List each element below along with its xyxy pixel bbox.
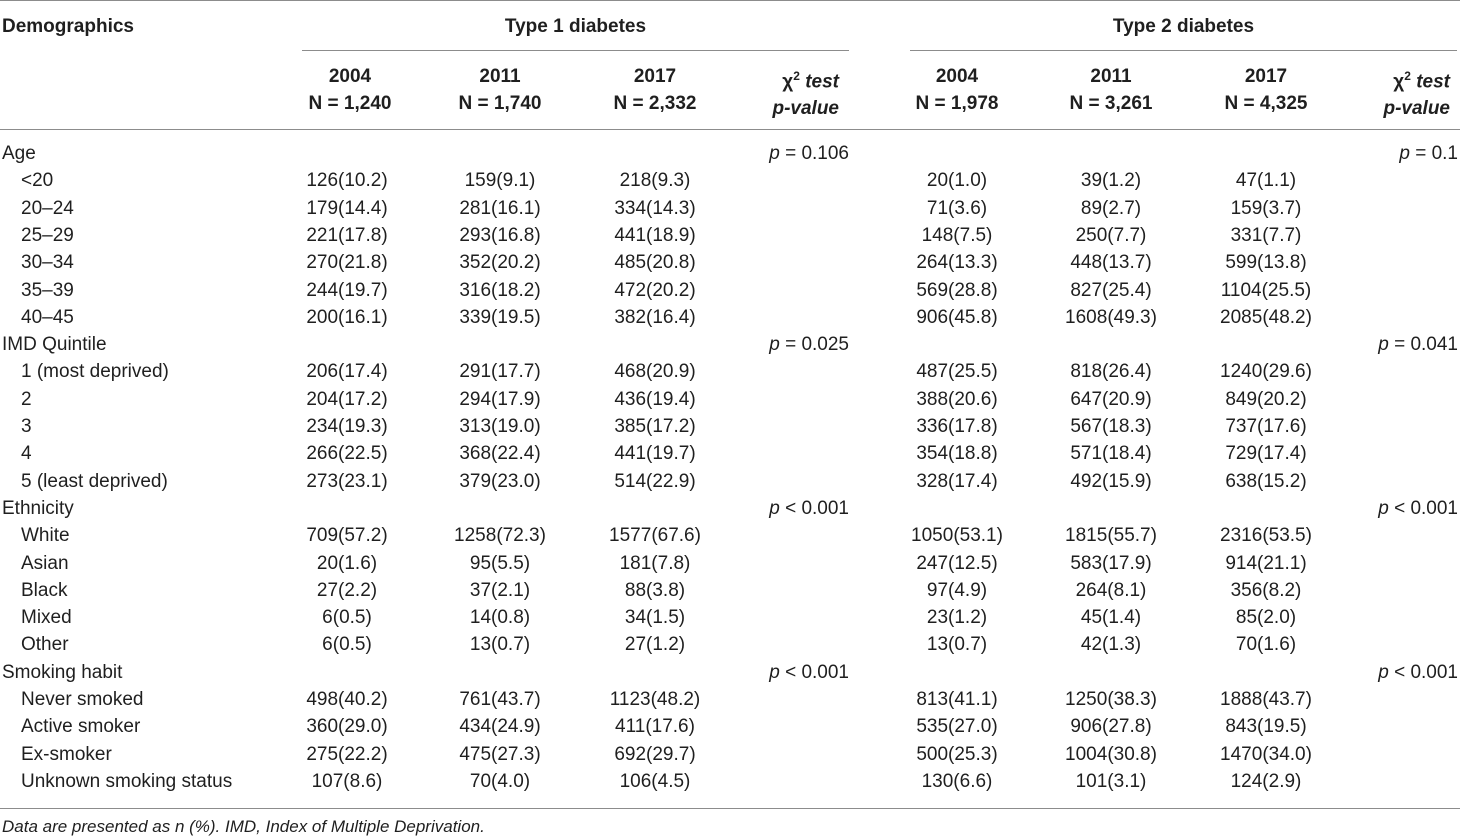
t1-cell: 107(8.6): [311, 771, 383, 792]
row-label: Other: [21, 634, 69, 655]
t2-cell: 638(15.2): [1225, 471, 1307, 492]
t2-col-2011-year: 2011: [1090, 66, 1132, 87]
t2-chi-test-word: test: [1410, 71, 1450, 93]
category-label: Ethnicity: [2, 498, 74, 519]
t1-cell: 126(10.2): [306, 170, 388, 191]
t1-cell: 206(17.4): [306, 361, 388, 382]
t1-cell: 382(16.4): [614, 307, 696, 328]
t2-col-2017-n: N = 4,325: [1224, 93, 1308, 114]
t1-cell: 441(18.9): [614, 225, 696, 246]
t1-cell: 221(17.8): [306, 225, 388, 246]
t2-cell: 1250(38.3): [1065, 689, 1157, 710]
t1-p-value: [689, 497, 849, 521]
t1-cell: 70(4.0): [469, 771, 531, 792]
t2-cell: 569(28.8): [916, 280, 998, 301]
t2-chi-test-label: [1330, 63, 1450, 95]
t1-cell: 498(40.2): [306, 689, 388, 710]
t2-cell: 70(1.6): [1235, 634, 1297, 655]
t2-cell: 39(1.2): [1080, 170, 1142, 191]
t1-chi-test-word: test: [799, 71, 839, 93]
t1-cell: 6(0.5): [322, 607, 372, 628]
row-label: 4: [21, 443, 32, 464]
row-label: 3: [21, 416, 32, 437]
p-rest: < 0.001: [1388, 662, 1458, 683]
t2-cell: 535(27.0): [916, 716, 998, 737]
t2-cell: 906(27.8): [1070, 716, 1152, 737]
t1-cell: 106(4.5): [619, 771, 691, 792]
t1-cell: 316(18.2): [459, 280, 541, 301]
p-rest: = 0.1: [1409, 143, 1458, 164]
t2-col-2004-header: [897, 63, 1017, 117]
t1-cell: 275(22.2): [306, 744, 388, 765]
t2-cell: 729(17.4): [1225, 443, 1307, 464]
t1-cell: 385(17.2): [614, 416, 696, 437]
t2-cell: 1888(43.7): [1220, 689, 1312, 710]
t2-cell: 500(25.3): [916, 744, 998, 765]
t2-col-2011-n: N = 3,261: [1069, 93, 1153, 114]
type2-group-underline: [910, 50, 1457, 51]
t2-cell: 1050(53.1): [911, 525, 1003, 546]
t2-cell: 914(21.1): [1225, 553, 1307, 574]
t2-col-2017-year: 2017: [1244, 66, 1288, 87]
row-label: White: [21, 525, 70, 546]
t2-cell: 1240(29.6): [1220, 361, 1312, 382]
t2-p-value: [1298, 497, 1458, 521]
t2-cell: 849(20.2): [1225, 389, 1307, 410]
t1-col-2011-header: [440, 63, 560, 117]
t1-cell: 273(23.1): [306, 471, 388, 492]
t2-cell: 97(4.9): [926, 580, 988, 601]
t2-cell: 2316(53.5): [1220, 525, 1312, 546]
t2-cell: 356(8.2): [1230, 580, 1302, 601]
t1-cell: 475(27.3): [459, 744, 541, 765]
row-label: 40–45: [21, 307, 74, 328]
demographics-header: Demographics: [2, 16, 134, 37]
p-rest: < 0.001: [779, 498, 849, 519]
t2-cell: 45(1.4): [1080, 607, 1142, 628]
bottom-rule: [0, 808, 1460, 809]
t2-col-2004-year: 2004: [935, 66, 979, 87]
t2-cell: 843(19.5): [1225, 716, 1307, 737]
t1-cell: 218(9.3): [619, 170, 691, 191]
row-label: Never smoked: [21, 689, 144, 710]
t1-cell: 266(22.5): [306, 443, 388, 464]
t2-cell: 647(20.9): [1070, 389, 1152, 410]
t2-cell: 13(0.7): [926, 634, 988, 655]
t1-cell: 468(20.9): [614, 361, 696, 382]
t2-p-value: [1298, 142, 1458, 166]
t1-cell: 179(14.4): [306, 198, 388, 219]
t1-cell: 360(29.0): [306, 716, 388, 737]
row-label: Asian: [21, 553, 69, 574]
t1-cell: 472(20.2): [614, 280, 696, 301]
t1-cell: 411(17.6): [615, 716, 695, 737]
t2-chi-symbol: χ: [1393, 71, 1405, 93]
t2-cell: 2085(48.2): [1220, 307, 1312, 328]
t2-chi-test-header: [1330, 63, 1450, 122]
row-label: 1 (most deprived): [21, 361, 169, 382]
p-symbol: p: [1399, 143, 1410, 164]
t1-cell: 293(16.8): [459, 225, 541, 246]
t2-cell: 492(15.9): [1070, 471, 1152, 492]
p-symbol: p: [1378, 498, 1389, 519]
t1-cell: 281(16.1): [459, 198, 541, 219]
t2-cell: 737(17.6): [1225, 416, 1307, 437]
t2-cell: 1608(49.3): [1065, 307, 1157, 328]
p-symbol: p: [1378, 334, 1389, 355]
top-rule: [0, 0, 1460, 1]
p-symbol: p: [1378, 662, 1389, 683]
row-label: Mixed: [21, 607, 72, 628]
p-symbol: p: [769, 334, 780, 355]
t1-cell: 27(2.2): [316, 580, 378, 601]
t2-cell: 47(1.1): [1235, 170, 1297, 191]
t2-cell: 250(7.7): [1075, 225, 1147, 246]
t2-cell: 487(25.5): [916, 361, 998, 382]
t2-cell: 906(45.8): [916, 307, 998, 328]
t2-cell: 813(41.1): [916, 689, 998, 710]
t1-cell: 270(21.8): [306, 252, 388, 273]
p-symbol: p: [769, 662, 780, 683]
t1-col-2017-year: 2017: [633, 66, 677, 87]
t2-cell: 159(3.7): [1230, 198, 1302, 219]
t2-cell: 1815(55.7): [1065, 525, 1157, 546]
category-label: Age: [2, 143, 36, 164]
type2-group-title: Type 2 diabetes: [1112, 16, 1255, 37]
t2-col-2017-header: [1206, 63, 1326, 117]
t2-chi-sup: 2: [1404, 69, 1411, 83]
t2-cell: 148(7.5): [921, 225, 993, 246]
t1-cell: 1123(48.2): [609, 689, 701, 710]
t1-p-value: [689, 661, 849, 685]
t2-cell: 101(3.1): [1075, 771, 1147, 792]
table-footnote: Data are presented as n (%). IMD, Index of Multiple Deprivation.: [2, 817, 485, 836]
t1-cell: 441(19.7): [614, 443, 696, 464]
t2-col-2004-n: N = 1,978: [915, 93, 999, 114]
t2-cell: 1004(30.8): [1065, 744, 1157, 765]
t1-cell: 95(5.5): [469, 553, 531, 574]
row-label: Active smoker: [21, 716, 141, 737]
t1-cell: 709(57.2): [306, 525, 388, 546]
row-label: Ex-smoker: [21, 744, 112, 765]
t1-cell: 27(1.2): [624, 634, 686, 655]
t2-cell: 85(2.0): [1235, 607, 1297, 628]
t1-cell: 1577(67.6): [609, 525, 701, 546]
t1-cell: 485(20.8): [614, 252, 696, 273]
t1-col-2017-header: [595, 63, 715, 117]
t1-cell: 379(23.0): [459, 471, 541, 492]
t2-cell: 247(12.5): [916, 553, 998, 574]
t1-cell: 14(0.8): [469, 607, 531, 628]
p-symbol: p: [769, 143, 780, 164]
t2-col-2011-header: [1051, 63, 1171, 117]
t1-col-2004-n: N = 1,240: [308, 93, 392, 114]
row-label: Black: [21, 580, 68, 601]
t2-cell: 42(1.3): [1080, 634, 1142, 655]
p-rest: < 0.001: [779, 662, 849, 683]
t1-col-2004-header: [290, 63, 410, 117]
t1-col-2004-year: 2004: [328, 66, 372, 87]
t1-col-2017-n: N = 2,332: [613, 93, 697, 114]
type1-group-title: Type 1 diabetes: [504, 16, 647, 37]
t1-p-value: [689, 142, 849, 166]
t1-cell: 200(16.1): [306, 307, 388, 328]
category-label: IMD Quintile: [2, 334, 107, 355]
t1-cell: 6(0.5): [322, 634, 372, 655]
t2-cell: 20(1.0): [926, 170, 988, 191]
header-rule: [0, 129, 1460, 130]
t1-cell: 436(19.4): [614, 389, 696, 410]
row-label: 5 (least deprived): [21, 471, 168, 492]
p-symbol: p: [769, 498, 780, 519]
t1-cell: 204(17.2): [306, 389, 388, 410]
t2-p-value-label: p-value: [1383, 98, 1450, 120]
t1-cell: 692(29.7): [614, 744, 696, 765]
t1-cell: 313(19.0): [459, 416, 541, 437]
p-rest: = 0.041: [1388, 334, 1458, 355]
t1-cell: 761(43.7): [459, 689, 541, 710]
t2-cell: 448(13.7): [1070, 252, 1152, 273]
t1-cell: 1258(72.3): [454, 525, 546, 546]
t1-cell: 159(9.1): [464, 170, 536, 191]
t1-col-2011-n: N = 1,740: [458, 93, 542, 114]
t2-cell: 818(26.4): [1070, 361, 1152, 382]
t2-cell: 331(7.7): [1230, 225, 1302, 246]
t2-cell: 71(3.6): [926, 198, 988, 219]
p-rest: = 0.025: [779, 334, 849, 355]
t1-cell: 244(19.7): [306, 280, 388, 301]
t1-chi-symbol: χ: [782, 71, 794, 93]
t1-cell: 234(19.3): [306, 416, 388, 437]
t1-chi-test-label: [720, 63, 839, 95]
type1-group-underline: [302, 50, 849, 51]
t2-p-value: [1298, 333, 1458, 357]
t2-cell: 124(2.9): [1230, 771, 1302, 792]
t2-p-value: [1298, 661, 1458, 685]
t1-cell: 181(7.8): [619, 553, 691, 574]
t1-chi-test-header: [720, 63, 839, 122]
row-label: 20–24: [21, 198, 74, 219]
t2-cell: 388(20.6): [916, 389, 998, 410]
t1-cell: 368(22.4): [459, 443, 541, 464]
row-label: <20: [21, 170, 54, 191]
row-label: 2: [21, 389, 32, 410]
t1-col-2011-year: 2011: [479, 66, 521, 87]
t1-cell: 37(2.1): [469, 580, 531, 601]
t1-cell: 294(17.9): [459, 389, 541, 410]
t1-p-value: [689, 333, 849, 357]
t2-cell: 1470(34.0): [1220, 744, 1312, 765]
t1-cell: 291(17.7): [459, 361, 541, 382]
category-label: Smoking habit: [2, 662, 123, 683]
t1-cell: 352(20.2): [459, 252, 541, 273]
t1-cell: 20(1.6): [316, 553, 378, 574]
t2-cell: 23(1.2): [926, 607, 988, 628]
t2-cell: 336(17.8): [916, 416, 998, 437]
t1-cell: 514(22.9): [614, 471, 696, 492]
row-label: 30–34: [21, 252, 74, 273]
t1-chi-sup: 2: [793, 69, 800, 83]
t1-p-value-label: p-value: [772, 98, 839, 120]
t2-cell: 130(6.6): [921, 771, 993, 792]
t2-cell: 567(18.3): [1070, 416, 1152, 437]
t2-cell: 1104(25.5): [1220, 280, 1312, 301]
t1-cell: 34(1.5): [624, 607, 686, 628]
t2-cell: 571(18.4): [1070, 443, 1152, 464]
t2-cell: 827(25.4): [1070, 280, 1152, 301]
row-label: 35–39: [21, 280, 74, 301]
t2-cell: 583(17.9): [1070, 553, 1152, 574]
t2-cell: 599(13.8): [1225, 252, 1307, 273]
p-rest: = 0.106: [779, 143, 849, 164]
row-label: 25–29: [21, 225, 74, 246]
t1-cell: 13(0.7): [469, 634, 531, 655]
row-label: Unknown smoking status: [21, 771, 233, 792]
t2-cell: 264(13.3): [916, 252, 998, 273]
t2-cell: 264(8.1): [1075, 580, 1147, 601]
t1-cell: 334(14.3): [614, 198, 696, 219]
p-rest: < 0.001: [1388, 498, 1458, 519]
t2-cell: 354(18.8): [916, 443, 998, 464]
t2-cell: 328(17.4): [916, 471, 998, 492]
t2-cell: 89(2.7): [1080, 198, 1142, 219]
t1-cell: 339(19.5): [459, 307, 541, 328]
t1-cell: 88(3.8): [624, 580, 686, 601]
t1-cell: 434(24.9): [459, 716, 541, 737]
